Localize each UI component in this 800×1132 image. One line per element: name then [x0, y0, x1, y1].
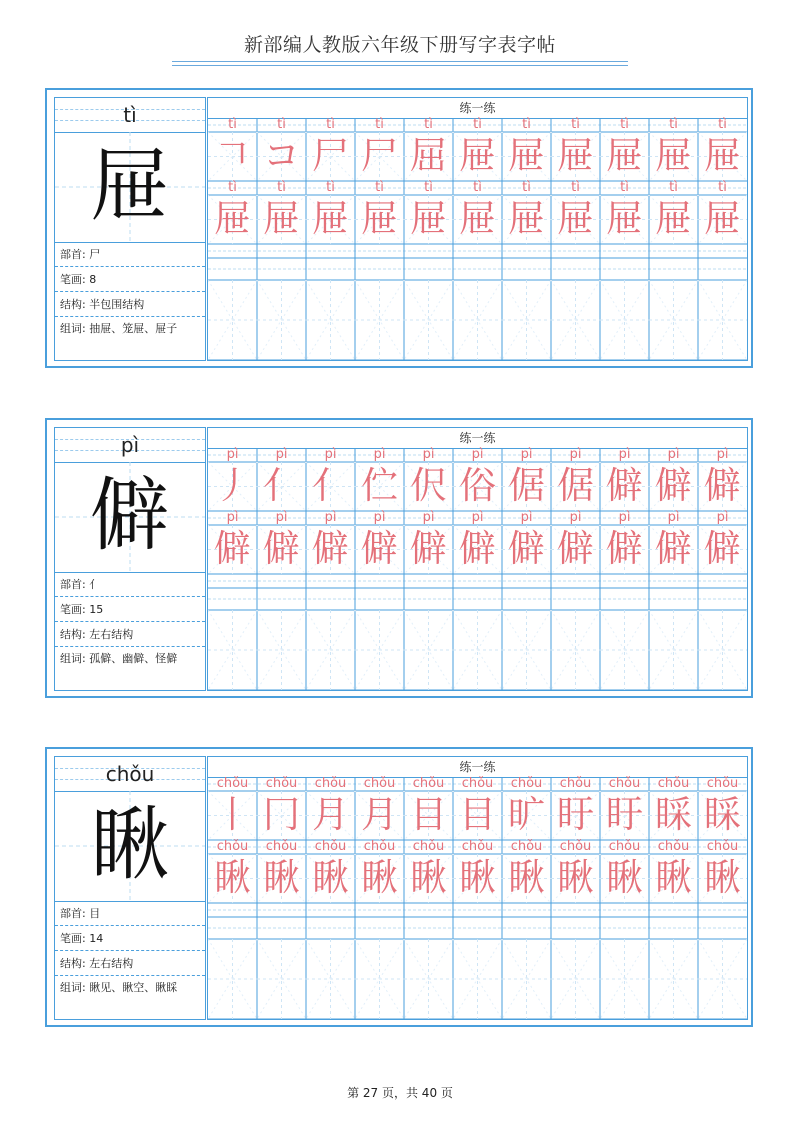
trace-character: コ: [263, 134, 300, 177]
radical-label: 部首: 尸: [55, 243, 205, 267]
trace-character: 僻: [214, 527, 251, 570]
trace-pinyin: chǒu: [657, 776, 690, 791]
trace-pinyin: tì: [228, 180, 237, 195]
trace-pinyin: tì: [522, 117, 531, 132]
trace-character: 睬: [655, 793, 692, 836]
trace-pinyin: pì: [618, 447, 631, 462]
trace-pinyin: pì: [716, 510, 729, 525]
trace-character: 盱: [606, 793, 643, 836]
trace-character: 僻: [312, 527, 349, 570]
trace-pinyin: pì: [667, 447, 680, 462]
trace-pinyin: pì: [716, 447, 729, 462]
trace-pinyin: tì: [522, 180, 531, 195]
trace-pinyin: chǒu: [706, 776, 739, 791]
trace-character: 屉: [263, 197, 300, 240]
words-label: 组词: 瞅见、瞅空、瞅睬: [60, 981, 178, 994]
pinyin-label: chǒu: [105, 762, 155, 786]
trace-pinyin: tì: [424, 117, 433, 132]
words-label: 组词: 抽屉、笼屉、屉子: [60, 322, 178, 335]
character-info-panel: [54, 97, 206, 361]
trace-character: 屉: [508, 197, 545, 240]
title-underline: [172, 61, 628, 62]
practice-header: 练一练: [208, 98, 747, 119]
trace-pinyin: pì: [422, 447, 435, 462]
practice-header: 练一练: [208, 428, 747, 449]
trace-pinyin: pì: [275, 510, 288, 525]
page-title: 新部编人教版六年级下册写字表字帖: [243, 34, 556, 56]
model-character: 僻: [90, 469, 170, 562]
trace-character: 僻: [655, 527, 692, 570]
practice-cells: [208, 448, 747, 690]
trace-pinyin: chǒu: [314, 776, 347, 791]
radical-label: 部首: 目: [55, 902, 205, 926]
trace-pinyin: pì: [667, 510, 680, 525]
trace-character: 屉: [410, 197, 447, 240]
trace-character: 亻: [263, 464, 300, 507]
trace-character: 屉: [704, 197, 741, 240]
trace-pinyin: chǒu: [706, 839, 739, 854]
trace-character: 屉: [459, 197, 496, 240]
trace-character: 屉: [557, 197, 594, 240]
trace-pinyin: chǒu: [216, 839, 249, 854]
trace-pinyin: tì: [228, 117, 237, 132]
practice-cells: [208, 118, 747, 360]
trace-character: 冂: [263, 793, 300, 836]
trace-character: 屉: [655, 197, 692, 240]
trace-pinyin: pì: [471, 447, 484, 462]
trace-character: 尸: [312, 134, 349, 177]
trace-pinyin: tì: [326, 180, 335, 195]
trace-pinyin: chǒu: [412, 839, 445, 854]
trace-pinyin: chǒu: [314, 839, 347, 854]
trace-character: 屈: [410, 134, 447, 177]
trace-pinyin: pì: [226, 510, 239, 525]
trace-pinyin: pì: [618, 510, 631, 525]
trace-pinyin: tì: [620, 180, 629, 195]
trace-character: 瞅: [704, 856, 741, 899]
pinyin-box: [55, 757, 205, 792]
trace-character: 僻: [459, 527, 496, 570]
pinyin-box: [55, 98, 205, 133]
trace-pinyin: tì: [375, 117, 384, 132]
trace-pinyin: tì: [277, 180, 286, 195]
trace-character: 瞅: [557, 856, 594, 899]
trace-pinyin: chǒu: [510, 776, 543, 791]
trace-character: 屉: [508, 134, 545, 177]
trace-pinyin: tì: [571, 180, 580, 195]
trace-character: 僻: [557, 527, 594, 570]
trace-character: 屉: [214, 197, 251, 240]
trace-character: 僻: [410, 527, 447, 570]
trace-character: 目: [459, 793, 496, 836]
trace-pinyin: pì: [324, 447, 337, 462]
trace-pinyin: chǒu: [657, 839, 690, 854]
trace-pinyin: tì: [669, 180, 678, 195]
trace-character: 僻: [704, 464, 741, 507]
trace-character: 屉: [606, 134, 643, 177]
model-character-box: [55, 132, 205, 243]
trace-character: 伫: [361, 464, 398, 507]
trace-pinyin: pì: [373, 447, 386, 462]
model-character-box: [55, 462, 205, 573]
trace-character: 瞅: [410, 856, 447, 899]
trace-character: 瞅: [508, 856, 545, 899]
trace-pinyin: chǒu: [363, 839, 396, 854]
trace-character: 僻: [508, 527, 545, 570]
trace-character: 睬: [704, 793, 741, 836]
trace-pinyin: chǒu: [412, 776, 445, 791]
practice-area: [207, 756, 748, 1020]
trace-character: 𠃍: [214, 134, 251, 177]
trace-character: 僻: [606, 527, 643, 570]
model-character-box: [55, 791, 205, 902]
trace-character: 伬: [410, 464, 447, 507]
trace-character: 屉: [655, 134, 692, 177]
trace-character: 瞅: [312, 856, 349, 899]
trace-pinyin: tì: [277, 117, 286, 132]
trace-character: 僻: [263, 527, 300, 570]
trace-pinyin: tì: [473, 117, 482, 132]
structure-label: 结构: 半包围结构: [55, 293, 205, 317]
trace-pinyin: pì: [471, 510, 484, 525]
trace-character: 屉: [312, 197, 349, 240]
trace-pinyin: pì: [520, 510, 533, 525]
trace-character: 月: [312, 793, 349, 836]
model-character: 瞅: [90, 798, 170, 891]
trace-pinyin: tì: [326, 117, 335, 132]
practice-area: [207, 427, 748, 691]
trace-pinyin: chǒu: [510, 839, 543, 854]
trace-character: 屉: [704, 134, 741, 177]
model-character: 屉: [90, 139, 170, 232]
trace-pinyin: pì: [324, 510, 337, 525]
trace-pinyin: tì: [718, 117, 727, 132]
character-card-pi: [45, 418, 753, 698]
trace-pinyin: chǒu: [265, 776, 298, 791]
trace-pinyin: chǒu: [559, 776, 592, 791]
trace-pinyin: pì: [569, 510, 582, 525]
character-card-ti: [45, 88, 753, 368]
words-label: 组词: 孤僻、幽僻、怪僻: [60, 652, 178, 665]
trace-character: 僻: [704, 527, 741, 570]
trace-character: 旷: [508, 793, 545, 836]
trace-pinyin: tì: [424, 180, 433, 195]
trace-pinyin: tì: [375, 180, 384, 195]
trace-character: 僻: [361, 527, 398, 570]
stroke-count-label: 笔画: 8: [55, 268, 205, 292]
trace-character: 倨: [557, 464, 594, 507]
title-underline-secondary: [172, 65, 628, 66]
trace-pinyin: pì: [520, 447, 533, 462]
practice-area: [207, 97, 748, 361]
trace-character: 屉: [606, 197, 643, 240]
structure-label: 结构: 左右结构: [55, 952, 205, 976]
character-info-panel: [54, 427, 206, 691]
trace-pinyin: chǒu: [461, 776, 494, 791]
trace-character: 瞅: [606, 856, 643, 899]
trace-character: 俗: [459, 464, 496, 507]
character-info-panel: [54, 756, 206, 1020]
trace-character: 屉: [459, 134, 496, 177]
trace-character: 屉: [557, 134, 594, 177]
trace-pinyin: tì: [718, 180, 727, 195]
trace-pinyin: chǒu: [559, 839, 592, 854]
trace-pinyin: chǒu: [265, 839, 298, 854]
practice-header: 练一练: [208, 757, 747, 778]
structure-label: 结构: 左右结构: [55, 623, 205, 647]
pinyin-label: pì: [120, 433, 140, 457]
stroke-count-label: 笔画: 14: [55, 927, 205, 951]
trace-pinyin: pì: [226, 447, 239, 462]
trace-character: 屉: [361, 197, 398, 240]
trace-pinyin: tì: [571, 117, 580, 132]
pinyin-box: [55, 428, 205, 463]
trace-character: 瞅: [655, 856, 692, 899]
trace-pinyin: chǒu: [608, 776, 641, 791]
practice-cells: [208, 777, 747, 1019]
pinyin-label: tì: [123, 103, 137, 127]
trace-character: 僻: [606, 464, 643, 507]
trace-pinyin: tì: [473, 180, 482, 195]
page-footer: 第 27 页，共 40 页: [347, 1086, 453, 1100]
trace-character: 盱: [557, 793, 594, 836]
trace-pinyin: chǒu: [216, 776, 249, 791]
trace-character: 倨: [508, 464, 545, 507]
trace-pinyin: pì: [275, 447, 288, 462]
trace-character: 瞅: [361, 856, 398, 899]
trace-character: 月: [361, 793, 398, 836]
trace-pinyin: tì: [669, 117, 678, 132]
trace-character: 丿: [214, 464, 251, 507]
trace-character: 目: [410, 793, 447, 836]
trace-character: 僻: [655, 464, 692, 507]
trace-pinyin: chǒu: [608, 839, 641, 854]
trace-character: 亻: [312, 464, 349, 507]
trace-character: 瞅: [263, 856, 300, 899]
trace-pinyin: chǒu: [461, 839, 494, 854]
trace-character: 瞅: [214, 856, 251, 899]
trace-pinyin: chǒu: [363, 776, 396, 791]
radical-label: 部首: 亻: [55, 573, 205, 597]
trace-pinyin: pì: [422, 510, 435, 525]
trace-pinyin: tì: [620, 117, 629, 132]
trace-pinyin: pì: [569, 447, 582, 462]
character-card-chou: [45, 747, 753, 1027]
trace-character: 尸: [361, 134, 398, 177]
stroke-count-label: 笔画: 15: [55, 598, 205, 622]
trace-character: 丨: [214, 793, 251, 836]
trace-pinyin: pì: [373, 510, 386, 525]
trace-character: 瞅: [459, 856, 496, 899]
